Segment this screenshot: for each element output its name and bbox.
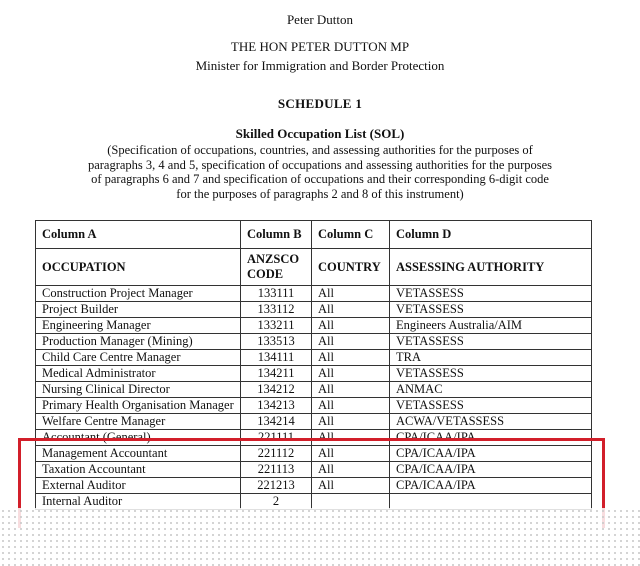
authority-cell: CPA/ICAA/IPA: [390, 446, 592, 462]
description-line: paragraphs 3, 4 and 5, specification of occupations and assessing authorities for the purposes: [87, 157, 553, 172]
occupation-cell: Internal Auditor: [36, 494, 241, 510]
occupation-cell: Primary Health Organisation Manager: [36, 398, 241, 414]
occupation-cell: Production Manager (Mining): [36, 334, 241, 350]
assessing-authority-header: ASSESSING AUTHORITY: [390, 249, 592, 286]
table-row: [36, 334, 592, 350]
country-cell: All: [312, 462, 390, 478]
country-header: COUNTRY: [312, 249, 390, 286]
country-cell: All: [312, 286, 390, 302]
country-cell: All: [312, 334, 390, 350]
occupation-cell: Project Builder: [36, 302, 241, 318]
code-cell: 133211: [241, 318, 312, 334]
code-cell: 221112: [241, 446, 312, 462]
column-d-header: Column D: [390, 221, 592, 249]
occupation-cell: Accountant (General): [36, 430, 241, 446]
occupation-cell: Management Accountant: [36, 446, 241, 462]
authority-cell: VETASSESS: [390, 302, 592, 318]
description-line: (Specification of occupations, countries, and assessing authorities for the purposes of: [107, 143, 533, 157]
occupation-cell: Child Care Centre Manager: [36, 350, 241, 366]
table-row: [36, 414, 592, 430]
table-row: [36, 286, 592, 302]
schedule-heading: SCHEDULE 1: [277, 96, 363, 111]
authority-cell: VETASSESS: [390, 398, 592, 414]
country-cell: All: [312, 382, 390, 398]
code-cell: 221113: [241, 462, 312, 478]
occupation-header: OCCUPATION: [36, 249, 241, 286]
code-cell: 133111: [241, 286, 312, 302]
country-cell: All: [312, 414, 390, 430]
country-cell: All: [312, 350, 390, 366]
table-row: [36, 398, 592, 414]
occupation-cell: Welfare Centre Manager: [36, 414, 241, 430]
occupation-cell: Nursing Clinical Director: [36, 382, 241, 398]
table-row: [36, 382, 592, 398]
authority-cell: ACWA/VETASSESS: [390, 414, 592, 430]
country-cell: All: [312, 318, 390, 334]
table-row: [36, 366, 592, 382]
authority-cell: CPA/ICAA/IPA: [390, 478, 592, 494]
occupation-cell: Medical Administrator: [36, 366, 241, 382]
column-a-header: Column A: [36, 221, 241, 249]
code-cell: 133112: [241, 302, 312, 318]
country-cell: All: [312, 302, 390, 318]
dotted-overlay: [0, 508, 640, 566]
code-cell: 134111: [241, 350, 312, 366]
code-cell: 134211: [241, 366, 312, 382]
code-cell: 221111: [241, 430, 312, 446]
column-b-header: Column B: [241, 221, 312, 249]
country-cell: All: [312, 398, 390, 414]
country-cell: All: [312, 430, 390, 446]
table-row: [36, 318, 592, 334]
column-letter-row: [36, 221, 592, 249]
authority-cell: VETASSESS: [390, 334, 592, 350]
code-cell: 134214: [241, 414, 312, 430]
occupation-cell: Construction Project Manager: [36, 286, 241, 302]
authority-cell: ANMAC: [390, 382, 592, 398]
list-title: Skilled Occupation List (SOL): [235, 126, 405, 141]
description-line: for the purposes of paragraphs 2 and 8 of this instrument): [176, 186, 464, 201]
table-row: [36, 302, 592, 318]
authority-cell: TRA: [390, 350, 592, 366]
column-c-header: Column C: [312, 221, 390, 249]
country-cell: All: [312, 446, 390, 462]
column-title-row: [36, 249, 592, 286]
authority-cell: CPA/ICAA/IPA: [390, 430, 592, 446]
authority-cell: CPA/ICAA/IPA: [390, 462, 592, 478]
description-line: of paragraphs 6 and 7 and specification of occupations and their corresponding 6-digit code: [91, 172, 549, 187]
occupation-cell: External Auditor: [36, 478, 241, 494]
country-cell: All: [312, 366, 390, 382]
code-cell: 2: [241, 494, 312, 510]
table-row: [36, 350, 592, 366]
authority-cell: VETASSESS: [390, 286, 592, 302]
authority-cell: Engineers Australia/AIM: [390, 318, 592, 334]
minister-role: Minister for Immigration and Border Protection: [195, 58, 445, 73]
country-cell: All: [312, 478, 390, 494]
code-cell: 134212: [241, 382, 312, 398]
occupation-cell: Engineering Manager: [36, 318, 241, 334]
schedule-description: [0, 143, 640, 201]
occupation-cell: Taxation Accountant: [36, 462, 241, 478]
code-cell: 221213: [241, 478, 312, 494]
code-cell: 134213: [241, 398, 312, 414]
anzsco-code-header: ANZSCO CODE: [241, 249, 312, 286]
code-cell: 133513: [241, 334, 312, 350]
minister-title: THE HON PETER DUTTON MP: [230, 39, 410, 54]
authority-cell: VETASSESS: [390, 366, 592, 382]
signatory-name: Peter Dutton: [286, 12, 354, 27]
